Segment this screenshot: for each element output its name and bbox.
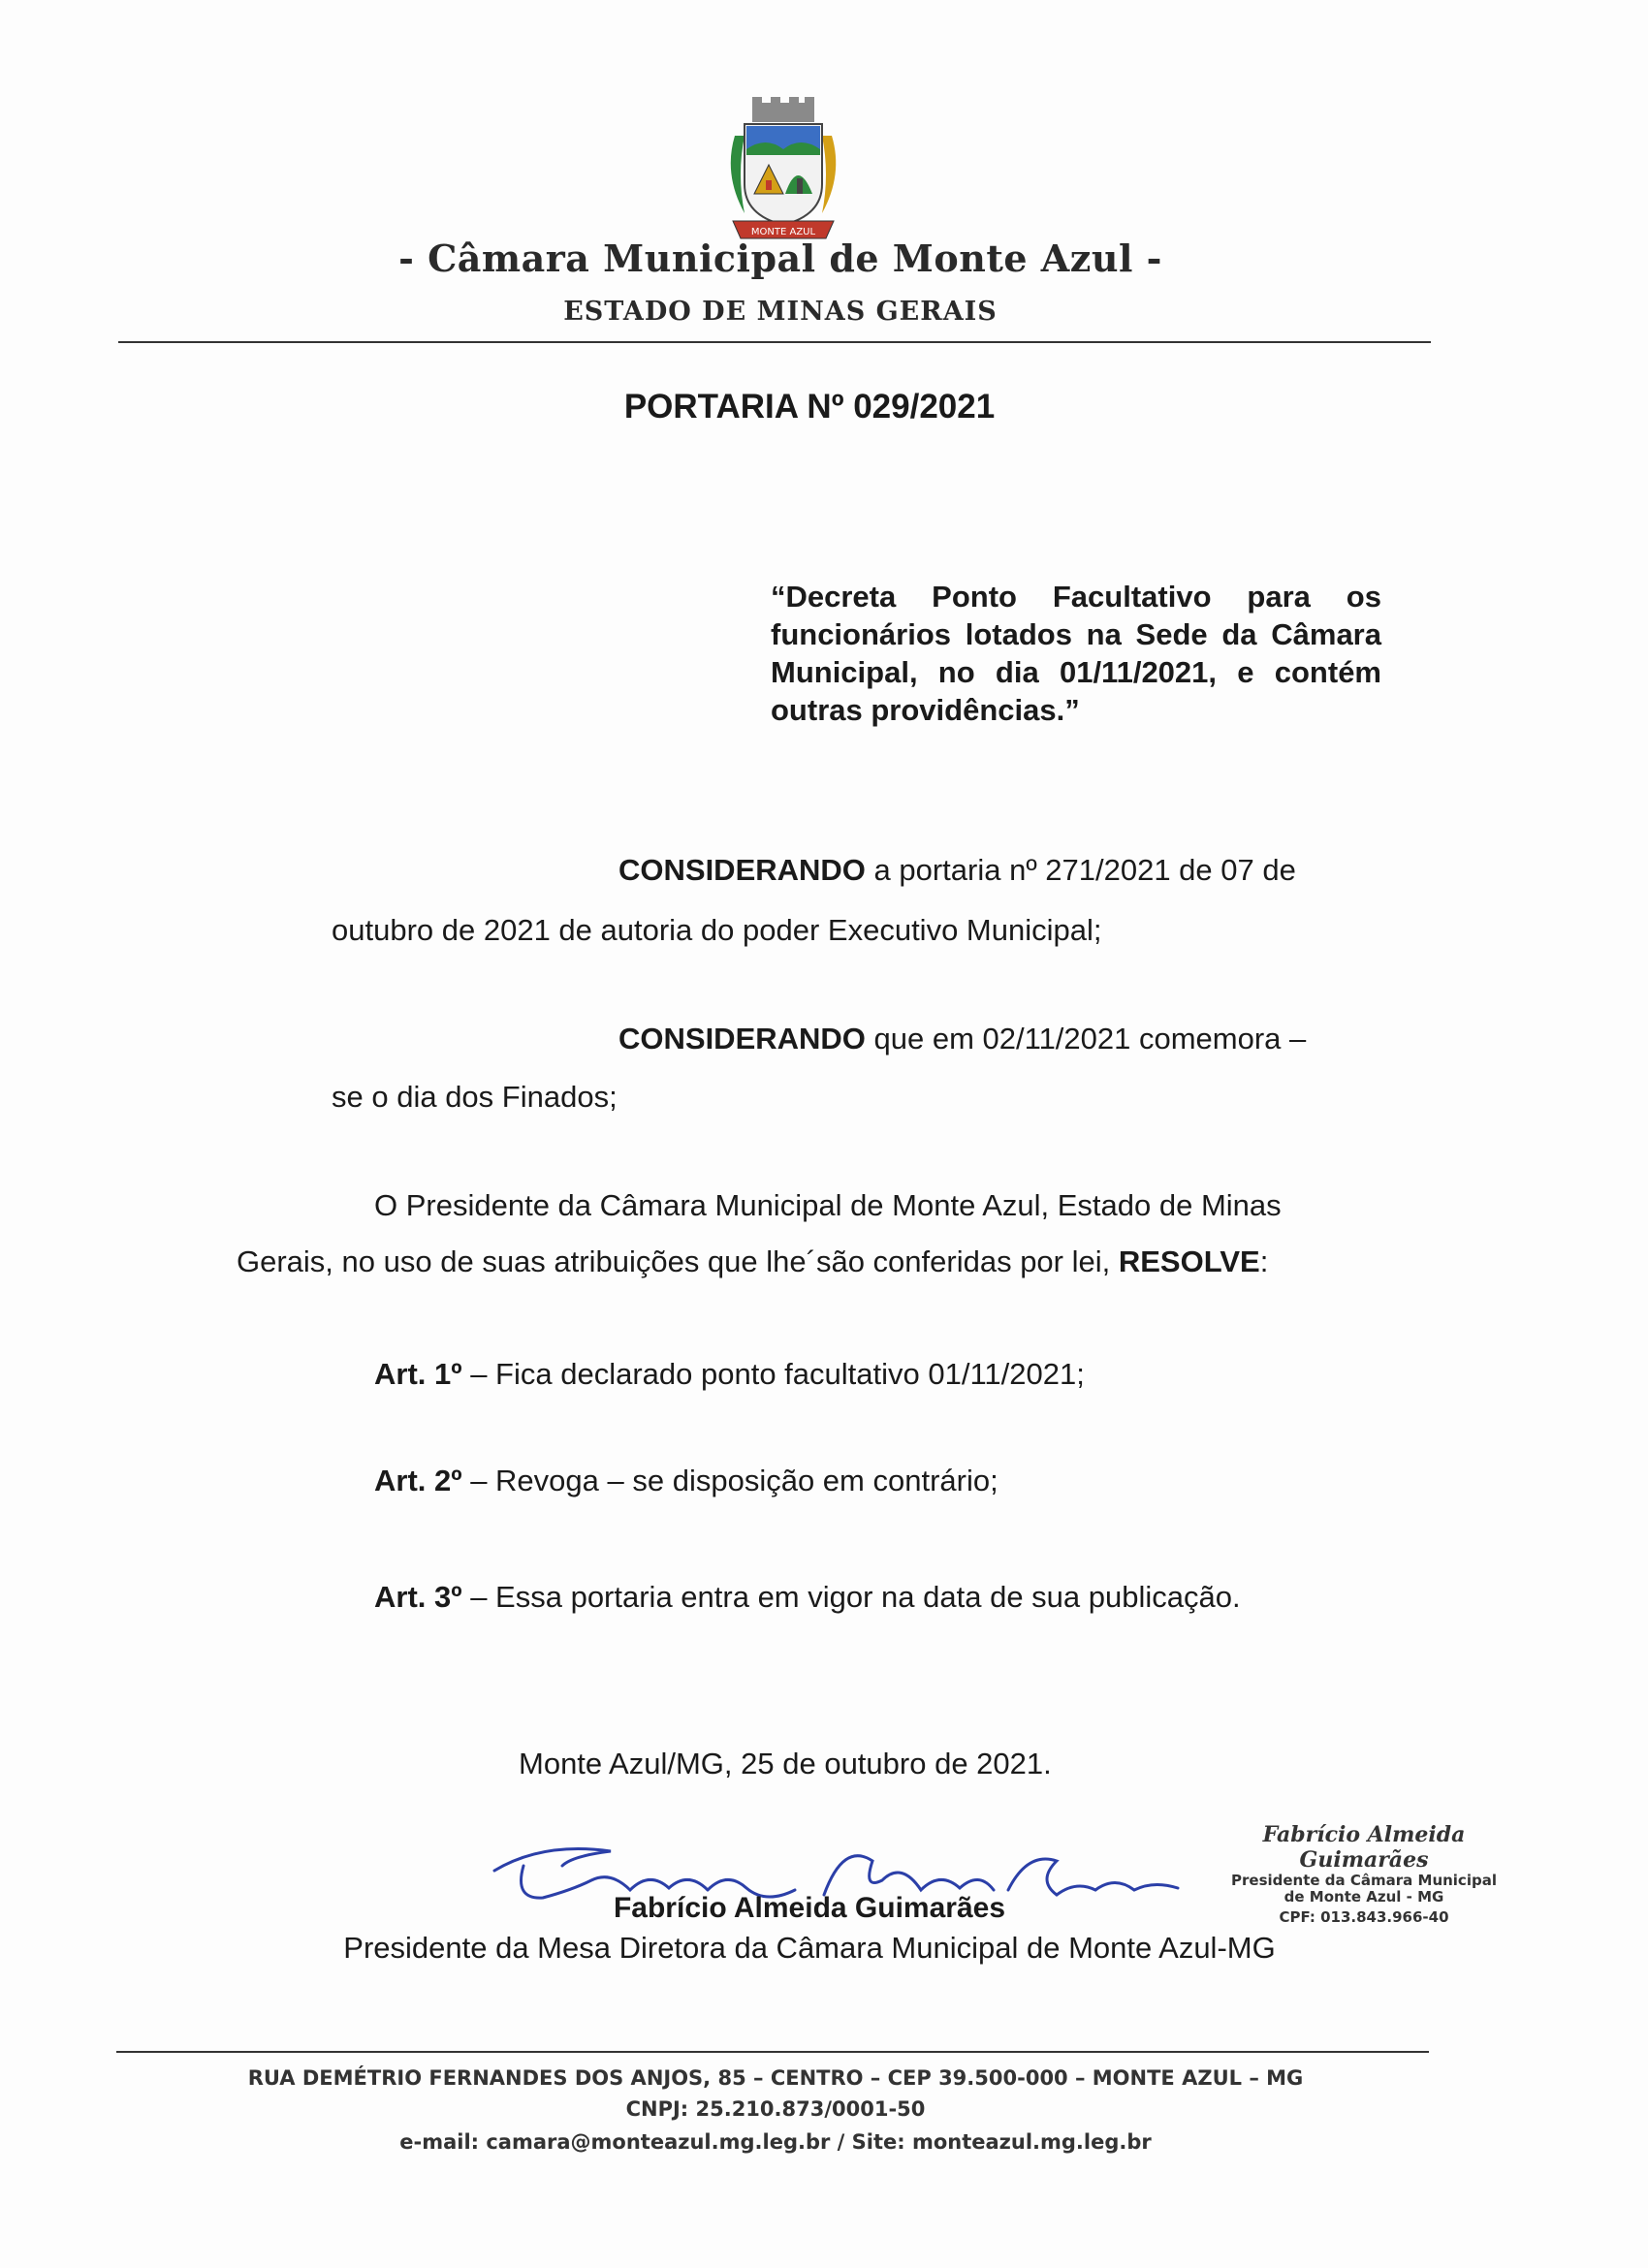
article-label: Art. 3º <box>374 1580 462 1614</box>
considerando-keyword: CONSIDERANDO <box>618 853 866 887</box>
header-divider <box>118 341 1431 343</box>
article-label: Art. 1º <box>374 1357 462 1391</box>
state-name: ESTADO DE MINAS GERAIS <box>563 297 998 327</box>
resolve-line-2 <box>237 1243 1268 1281</box>
footer-address: RUA DEMÉTRIO FERNANDES DOS ANJOS, 85 – CENTRO – CEP 39.500-000 – MONTE AZUL – MG <box>247 2066 1304 2090</box>
article-2 <box>374 1462 998 1500</box>
article-text: – Revoga – se disposição em contrário; <box>461 1464 998 1497</box>
article-3 <box>374 1578 1241 1617</box>
official-stamp <box>1223 1822 1505 1926</box>
organization-name: - Câmara Municipal de Monte Azul - <box>398 236 1162 280</box>
considerando-2-line-2: se o dia dos Finados; <box>332 1080 618 1114</box>
place-and-date: Monte Azul/MG, 25 de outubro de 2021. <box>519 1747 1052 1780</box>
article-text: – Essa portaria entra em vigor na data de sua publicação. <box>461 1580 1241 1614</box>
considerando-1-text: a portaria nº 271/2021 de 07 de <box>865 853 1296 887</box>
resolve-text: Gerais, no uso de suas atribuições que lhe´são conferidas por lei, <box>237 1244 1119 1278</box>
considerando-2-text: que em 02/11/2021 comemora – <box>865 1022 1307 1055</box>
footer-divider <box>116 2051 1429 2053</box>
footer-cnpj: CNPJ: 25.210.873/0001-50 <box>625 2097 926 2121</box>
article-1 <box>374 1355 1085 1394</box>
document-title: PORTARIA Nº 029/2021 <box>623 388 996 425</box>
crest-ribbon-label: MONTE AZUL <box>750 227 816 237</box>
considerando-1-line-1 <box>618 851 1296 890</box>
resolve-line-1: O Presidente da Câmara Municipal de Monte Azul, Estado de Minas <box>374 1188 1282 1222</box>
footer-contact: e-mail: camara@monteazul.mg.leg.br / Site: monteazul.mg.leg.br <box>399 2130 1152 2154</box>
stamp-line-2: de Monte Azul - MG <box>1284 1888 1444 1906</box>
considerando-2-line-1 <box>618 1020 1306 1058</box>
article-text: – Fica declarado ponto facultativo 01/11/2021; <box>461 1357 1085 1391</box>
ementa-summary: “Decreta Ponto Facultativo para os funcionários lotados na Sede da Câmara Municipal, no dia 01/11/2021, e contém outras providências.” <box>771 580 1381 727</box>
coat-of-arms-icon <box>715 97 851 242</box>
stamp-line-1: Presidente da Câmara Municipal <box>1231 1872 1497 1889</box>
article-label: Art. 2º <box>374 1464 462 1497</box>
considerando-keyword: CONSIDERANDO <box>618 1022 866 1055</box>
stamp-name: Fabrício Almeida Guimarães <box>1262 1822 1466 1873</box>
signer-role: Presidente da Mesa Diretora da Câmara Municipal de Monte Azul-MG <box>343 1931 1276 1965</box>
stamp-cpf: CPF: 013.843.966-40 <box>1279 1908 1449 1926</box>
considerando-1-line-2: outubro de 2021 de autoria do poder Executivo Municipal; <box>332 913 1102 947</box>
resolve-keyword: RESOLVE <box>1118 1244 1260 1278</box>
signer-name: Fabrício Almeida Guimarães <box>613 1892 1006 1924</box>
resolve-colon: : <box>1259 1244 1269 1278</box>
